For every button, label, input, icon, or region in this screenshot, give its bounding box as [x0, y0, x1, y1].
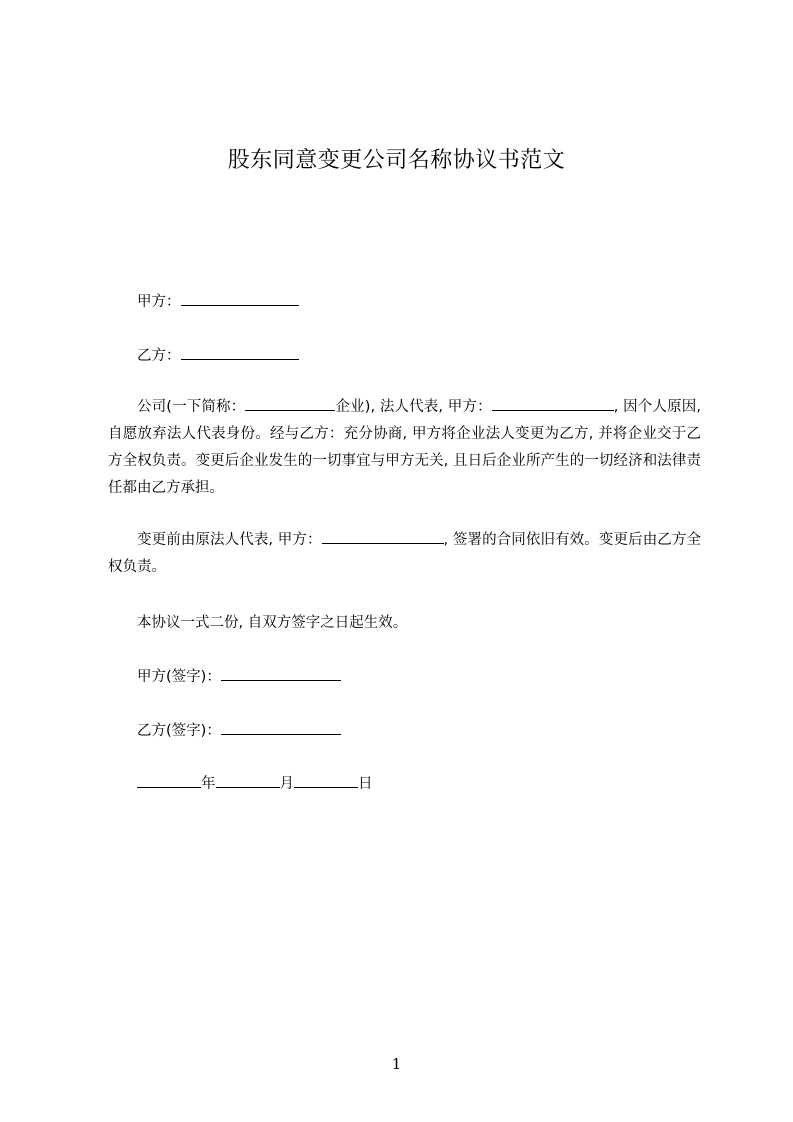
paragraph-1-part-3: , 因个人原因, 自愿放弃法人代表身份。经与乙方：充分协商, 甲方将企业法人变更为乙方, 并将企业交于乙方全权负责。变更后企业发生的一切事宜与甲方无关, 且日后企业所产生的一切经济和法律责任都由乙方承担。 [108, 399, 701, 496]
sign-a-line [137, 665, 341, 686]
year-label: 年 [201, 776, 216, 792]
page-number: 1 [391, 1055, 402, 1073]
paragraph-3: 本协议一式二份, 自双方签字之日起生效。 [137, 615, 408, 631]
paragraph-1-part-1: 公司(一下简称： [137, 399, 246, 415]
sign-b-line [137, 719, 341, 740]
day-label: 日 [358, 776, 373, 792]
legal-rep-blank[interactable] [492, 397, 614, 411]
sign-b-blank[interactable] [221, 721, 341, 735]
party-b-line [137, 344, 299, 365]
sign-a-label: 甲方(签字)： [137, 669, 221, 685]
paragraph-2-part-1: 变更前由原法人代表, 甲方： [137, 532, 322, 548]
sign-b-label: 乙方(签字)： [137, 723, 221, 739]
day-blank[interactable] [294, 774, 358, 788]
date-line [137, 772, 373, 793]
paragraph-1-part-2: 企业), 法人代表, 甲方： [335, 399, 492, 415]
company-name-blank[interactable] [245, 397, 335, 411]
sign-a-blank[interactable] [221, 667, 341, 681]
month-label: 月 [279, 776, 294, 792]
paragraph-2 [108, 527, 701, 581]
paragraph-1 [108, 394, 701, 502]
party-b-blank[interactable] [181, 346, 299, 360]
paragraph-2-part-2: , 签署的合同依旧有效。变更后由乙方全权负责。 [108, 532, 701, 575]
party-a-line [137, 290, 299, 311]
year-blank[interactable] [137, 774, 201, 788]
party-a-blank[interactable] [181, 292, 299, 306]
party-b-label: 乙方： [137, 348, 181, 364]
party-a-label: 甲方： [137, 294, 181, 310]
original-rep-blank[interactable] [322, 530, 444, 544]
document-title: 股东同意变更公司名称协议书范文 [227, 148, 566, 173]
month-blank[interactable] [216, 774, 280, 788]
